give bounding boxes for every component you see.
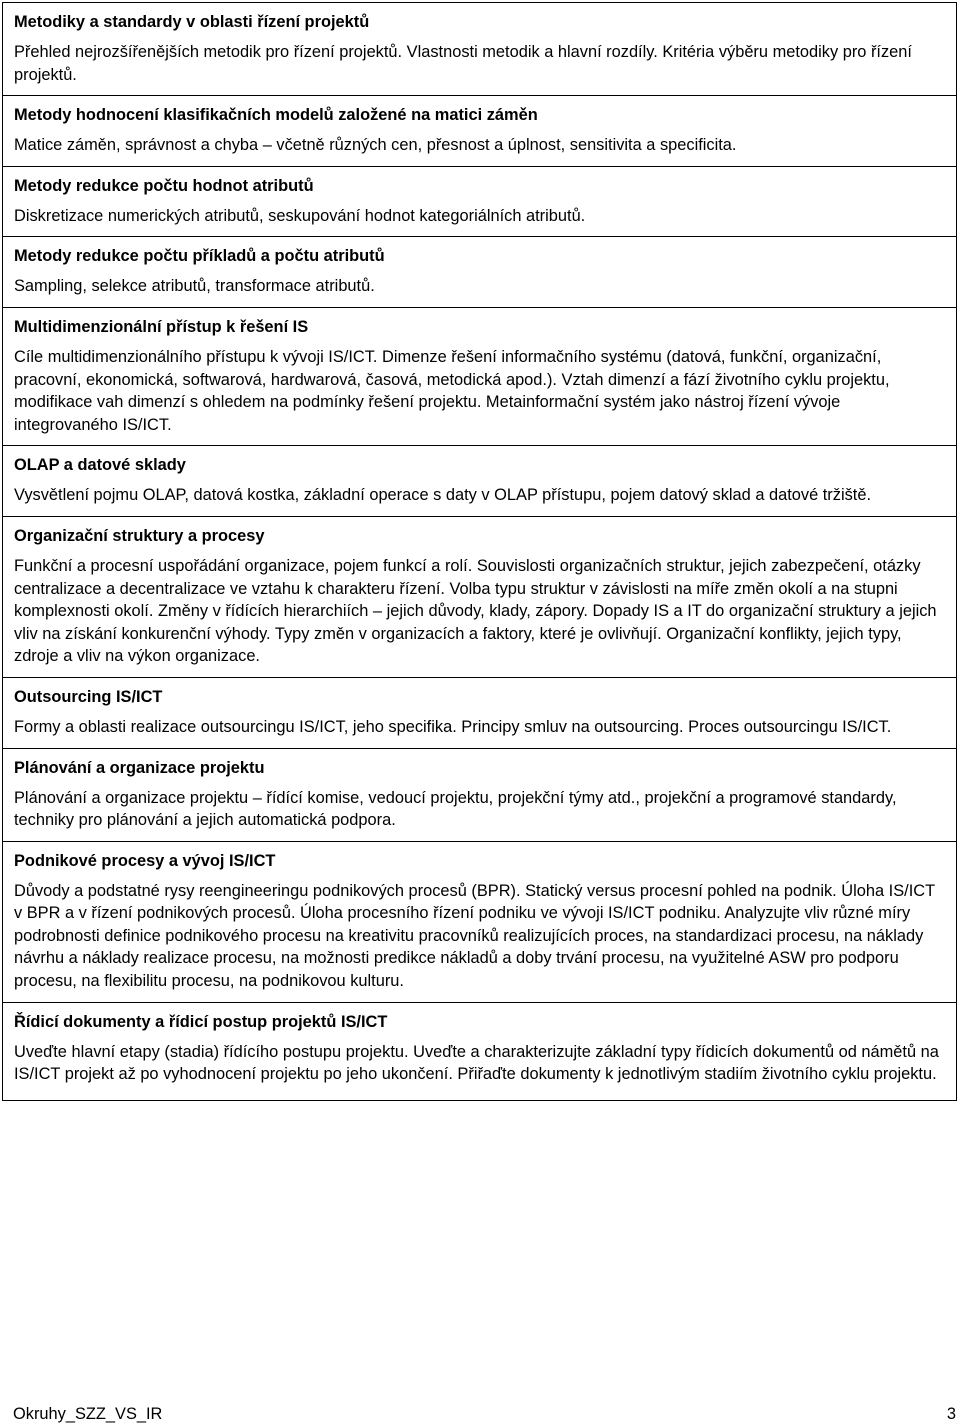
- section-body: Cíle multidimenzionálního přístupu k vývoji IS/ICT. Dimenze řešení informačního systému (datová, funkční, organizační, pracovní, ekonomická, softwarová, hardwarová, časová, metodická apod.). Vztah dimenzí a fází životního cyklu projektu, modifikace vah dimenzí s ohledem na podmínky řešení projektu. Metainformační systém jako nástroj řízení vývoje integrovaného IS/ICT.: [14, 347, 890, 434]
- section-title: Řídicí dokumenty a řídicí postup projektů IS/ICT: [14, 1012, 388, 1031]
- section-body: Matice záměn, správnost a chyba – včetně různých cen, přesnost a úplnost, sensitivita a specificita.: [14, 136, 737, 155]
- section-title: Outsourcing IS/ICT: [14, 687, 163, 706]
- section-body: Plánování a organizace projektu – řídící komise, vedoucí projektu, projekční týmy atd., projekční a programové standardy, techniky pro plánování a jejich automatická podpora.: [14, 788, 897, 830]
- section-cell: [3, 308, 956, 446]
- section-cell: [3, 1003, 956, 1101]
- section-cell: [3, 842, 956, 1003]
- footer-document-name: Okruhy_SZZ_VS_IR: [13, 1405, 163, 1423]
- section-title: Metody redukce počtu hodnot atributů: [14, 176, 314, 195]
- section-title: Organizační struktury a procesy: [14, 526, 265, 545]
- section-body: Formy a oblasti realizace outsourcingu IS/ICT, jeho specifika. Principy smluv na outsourcing. Proces outsourcingu IS/ICT.: [14, 717, 892, 736]
- section-cell: [3, 96, 956, 167]
- section-body: Diskretizace numerických atributů, seskupování hodnot kategoriálních atributů.: [14, 206, 586, 225]
- section-cell: [3, 167, 956, 238]
- section-body: Vysvětlení pojmu OLAP, datová kostka, základní operace s daty v OLAP přístupu, pojem datový sklad a datové tržiště.: [14, 486, 872, 505]
- section-title: Plánování a organizace projektu: [14, 758, 265, 777]
- page-footer: [13, 1403, 956, 1425]
- section-cell: [3, 678, 956, 749]
- section-cell: [3, 517, 956, 678]
- section-cell: [3, 749, 956, 842]
- section-title: Multidimenzionální přístup k řešení IS: [14, 317, 309, 336]
- section-body: Důvody a podstatné rysy reengineeringu podnikových procesů (BPR). Statický versus procesní pohled na podnik. Úloha IS/ICT v BPR a v řízení podnikových procesů. Úloha procesního řízení podniku ve vývoji IS/ICT podniku. Analyzujte vliv různé míry podrobnosti definice podnikového procesu na kreativitu pracovníků realizujících proces, na standardizaci procesu, na náklady návrhu a náklady realizace procesu, na možnosti predikce nákladů a doby trvání procesu, na využitelné ASW pro podporu procesu, na flexibilitu procesu, na podnikovou kulturu.: [14, 881, 935, 991]
- section-cell: [3, 3, 956, 96]
- footer-page-number: 3: [946, 1405, 956, 1423]
- section-body: Sampling, selekce atributů, transformace atributů.: [14, 277, 375, 296]
- section-title: Metody redukce počtu příkladů a počtu atributů: [14, 247, 385, 266]
- section-title: OLAP a datové sklady: [14, 456, 186, 475]
- section-title: Metody hodnocení klasifikačních modelů založené na matici záměn: [14, 106, 538, 125]
- section-title: Metodiky a standardy v oblasti řízení projektů: [14, 13, 370, 31]
- section-body: Funkční a procesní uspořádání organizace, pojem funkcí a rolí. Souvislosti organizačních struktur, jejich zabezpečení, otázky centralizace a decentralizace ve vztahu k charakteru řízení. Volba typu struktur v závislosti na míře změn okolí a na stupni komplexnosti okolí. Změny v řídících hierarchiích – jejich důvody, klady, zápory. Dopady IS a IT do organizační struktury a jejich vliv na získání konkurenční výhody. Typy změn v organizacích a faktory, které je ovlivňují. Organizační konflikty, jejich typy, zdroje a vliv na výkon organizace.: [14, 556, 937, 666]
- section-title: Podnikové procesy a vývoj IS/ICT: [14, 851, 276, 870]
- topics-table: [2, 2, 957, 1101]
- section-cell: [3, 237, 956, 308]
- section-body: Přehled nejrozšířenějších metodik pro řízení projektů. Vlastnosti metodik a hlavní rozdíly. Kritéria výběru metodiky pro řízení projektů.: [14, 43, 912, 84]
- section-cell: [3, 446, 956, 517]
- section-body: Uveďte hlavní etapy (stadia) řídícího postupu projektu. Uveďte a charakterizujte základní typy řídicích dokumentů od námětů na IS/ICT projekt až po vyhodnocení projektu po jeho ukončení. Přiřaďte dokumenty k jednotlivým stadiím životního cyklu projektu.: [14, 1042, 939, 1084]
